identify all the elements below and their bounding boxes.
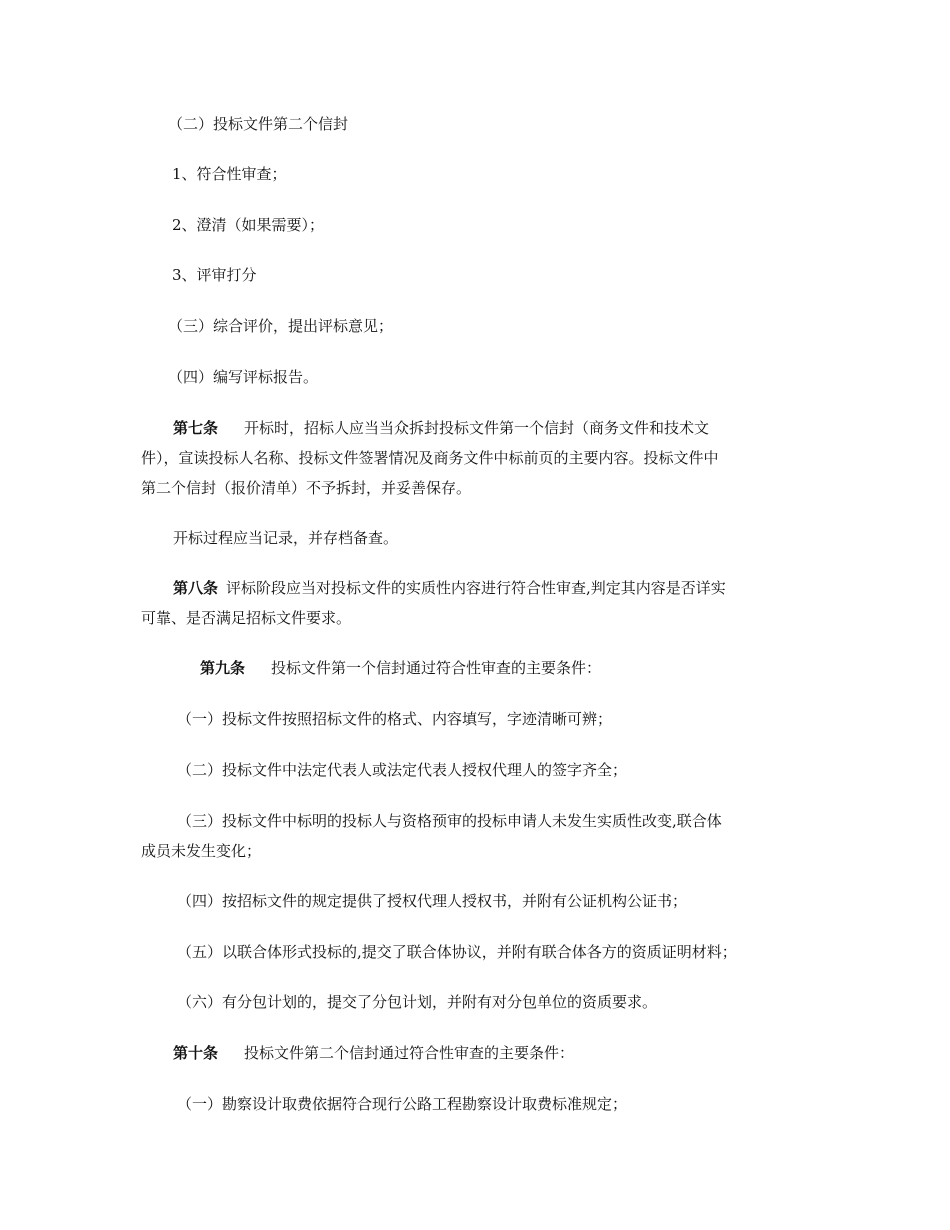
article-7-heading: 第七条 [173,419,219,437]
article-10-heading: 第十条 [173,1044,219,1062]
article-7-line-3: 第二个信封（报价清单）不予拆封，并妥善保存。 [141,479,472,497]
article-9-heading: 第九条 [200,659,246,677]
article-7-followup: 开标过程应当记录，并存档备查。 [173,529,399,547]
article-9-item-4: （四）按招标文件的规定提供了授权代理人授权书，并附有公证机构公证书； [177,892,688,910]
list-item-compliance-review: 1、符合性审查； [172,165,287,183]
article-9-item-2: （二）投标文件中法定代表人或法定代表人授权代理人的签字齐全； [177,761,628,779]
article-9-text: 投标文件第一个信封通过符合性审查的主要条件： [271,659,602,677]
article-9-line [200,657,601,679]
section-heading-second-envelope: （二）投标文件第二个信封 [168,115,349,133]
list-item-scoring: 3、评审打分 [172,266,257,284]
article-7-text-1: 开标时，招标人应当当众拆封投标文件第一个信封（商务文件和技术文 [244,419,710,437]
article-9-item-1: （一）投标文件按照招标文件的格式、内容填写，字迹清晰可辨； [177,710,613,728]
article-7-line-1 [173,417,709,439]
article-8-line-1 [173,577,726,599]
article-8-text-1: 评标阶段应当对投标文件的实质性内容进行符合性审查,判定其内容是否详实 [226,579,726,597]
article-10-text: 投标文件第二个信封通过符合性审查的主要条件： [244,1044,575,1062]
article-10-line [173,1042,574,1064]
article-9-item-6: （六）有分包计划的，提交了分包计划，并附有对分包单位的资质要求。 [177,993,658,1011]
article-9-item-3-line-1: （三）投标文件中标明的投标人与资格预审的投标申请人未发生实质性改变,联合体 [177,812,722,830]
section-heading-report: （四）编写评标报告。 [168,368,319,386]
article-9-item-3-line-2: 成员未发生变化； [141,842,262,860]
article-8-line-2: 可靠、是否满足招标文件要求。 [141,609,352,627]
article-8-heading: 第八条 [173,579,219,597]
list-item-clarification: 2、澄清（如果需要）； [172,216,325,234]
article-7-line-2: 件），宣读投标人名称、投标文件签署情况及商务文件中标前页的主要内容。投标文件中 [141,449,719,467]
article-9-item-5: （五）以联合体形式投标的,提交了联合体协议，并附有联合体各方的资质证明材料； [177,943,737,961]
article-10-item-1: （一）勘察设计取费依据符合现行公路工程勘察设计取费标准规定； [177,1095,628,1113]
section-heading-evaluation: （三）综合评价，提出评标意见； [168,317,394,335]
